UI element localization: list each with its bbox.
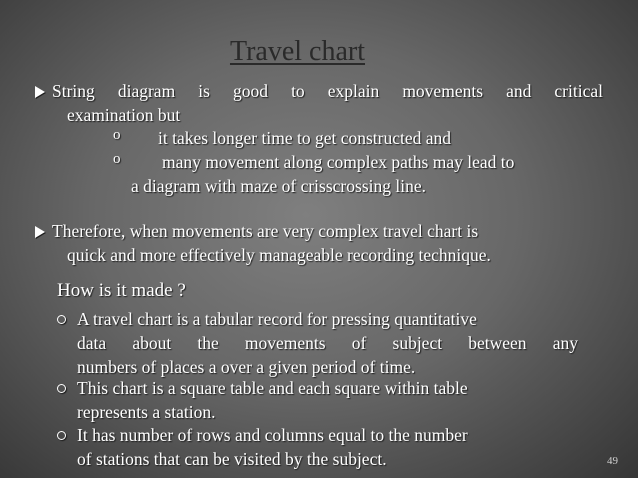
how-item-2-line-2: represents a station. (77, 402, 216, 422)
sub-bullet-2-continuation: a diagram with maze of crisscrossing line. (131, 176, 426, 196)
slide-title: Travel chart (229, 36, 366, 67)
section-heading: How is it made ? (57, 280, 186, 301)
sub-bullet-2-text: many movement along complex paths may lead to (162, 152, 515, 172)
page-number: 49 (607, 455, 618, 467)
arrow-right-icon (35, 226, 45, 238)
how-item-3-line-1: It has number of rows and columns equal to the number (77, 425, 468, 445)
how-item-1-line-1: A travel chart is a tabular record for pressing quantitative (77, 309, 477, 329)
circle-outline-icon (57, 431, 66, 440)
circle-outline-icon: o (113, 127, 121, 143)
circle-outline-icon (57, 384, 66, 393)
bullet-2-line-1: Therefore, when movements are very complex travel chart is (52, 221, 479, 241)
sub-bullet-1-text: it takes longer time to get constructed and (158, 128, 452, 148)
circle-outline-icon: o (113, 151, 121, 167)
bullet-2-line-2: quick and more effectively manageable recording technique. (67, 245, 491, 265)
how-item-2-line-1: This chart is a square table and each square within table (77, 378, 468, 398)
circle-outline-icon (57, 315, 66, 324)
how-item-1-line-2: data about the movements of subject between any (77, 333, 578, 353)
how-item-1-line-3: numbers of places a over a given period of time. (77, 357, 416, 377)
how-item-3-line-2: of stations that can be visited by the subject. (77, 449, 387, 469)
arrow-right-icon (35, 86, 45, 98)
bullet-1-line-2: examination but (67, 105, 181, 125)
bullet-1-line-1: String diagram is good to explain movements and critical (52, 81, 603, 101)
